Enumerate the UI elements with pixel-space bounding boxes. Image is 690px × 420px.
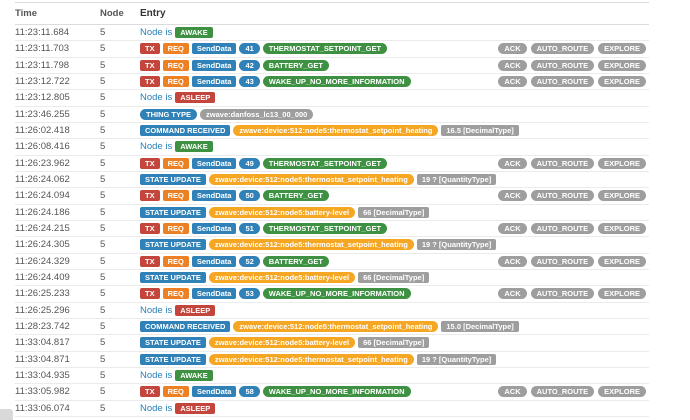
zwave-device-512-node5-thermostat-setpoint-heating-badge: zwave:device:512:node5:thermostat_setpoint_heating: [233, 321, 438, 332]
node-cell: 5: [100, 92, 106, 104]
state-update-badge: STATE UPDATE: [140, 337, 206, 348]
ack-badge: ACK: [498, 158, 526, 169]
zwave-danfoss-lc13-00-000-badge: zwave:danfoss_lc13_00_000: [200, 109, 313, 120]
log-row: [15, 139, 649, 155]
entry-badges: [140, 354, 496, 365]
ack-badge: ACK: [498, 43, 526, 54]
entry-cell: [140, 305, 649, 316]
explore-badge: EXPLORE: [598, 288, 646, 299]
node-cell: 5: [100, 255, 106, 267]
node-is-label: Node is: [140, 304, 173, 316]
log-row: [15, 58, 649, 74]
tx-badge: TX: [140, 43, 160, 54]
asleep-badge: ASLEEP: [175, 403, 215, 414]
time-cell: 11:33:04.935: [15, 370, 70, 382]
wake-up-no-more-information-badge: WAKE_UP_NO_MORE_INFORMATION: [263, 386, 411, 397]
entry-badges: [140, 43, 387, 54]
awake-badge: AWAKE: [175, 141, 213, 152]
senddata-badge: SendData: [192, 76, 237, 87]
entry-badges: [140, 305, 215, 316]
log-row: [15, 156, 649, 172]
command-received-badge: COMMAND RECEIVED: [140, 321, 230, 332]
senddata-badge: SendData: [192, 256, 237, 267]
time-cell: 11:26:24.409: [15, 272, 70, 284]
time-cell: 11:23:46.255: [15, 108, 70, 120]
explore-badge: EXPLORE: [598, 76, 646, 87]
entry-cell: [140, 158, 649, 169]
node-cell: 5: [100, 190, 106, 202]
battery-get-badge: BATTERY_GET: [263, 256, 329, 267]
log-row: [15, 74, 649, 90]
entry-badges: [140, 92, 215, 103]
auto-route-badge: AUTO_ROUTE: [531, 158, 595, 169]
state-update-badge: STATE UPDATE: [140, 354, 206, 365]
state-update-badge: STATE UPDATE: [140, 207, 206, 218]
node-cell: 5: [100, 59, 106, 71]
zwave-device-512-node5-battery-level-badge: zwave:device:512:node5:battery-level: [209, 337, 355, 348]
auto-route-badge: AUTO_ROUTE: [531, 190, 595, 201]
tx-badge: TX: [140, 288, 160, 299]
entry-cell: [140, 141, 649, 152]
req-badge: REQ: [163, 386, 189, 397]
time-cell: 11:26:24.062: [15, 174, 70, 186]
entry-cell: [140, 321, 649, 332]
node-cell: 5: [100, 239, 106, 251]
tx-badge: TX: [140, 60, 160, 71]
66-decimaltype-badge: 66 [DecimalType]: [358, 337, 429, 348]
entry-badges: [140, 239, 496, 250]
entry-cell: [140, 337, 649, 348]
thermostat-setpoint-get-badge: THERMOSTAT_SETPOINT_GET: [263, 158, 387, 169]
entry-badges: [140, 223, 387, 234]
42-badge: 42: [239, 60, 259, 71]
wake-up-no-more-information-badge: WAKE_UP_NO_MORE_INFORMATION: [263, 288, 411, 299]
node-cell: 5: [100, 43, 106, 55]
entry-badges: [140, 76, 411, 87]
ack-badge: ACK: [498, 386, 526, 397]
time-cell: 11:33:04.871: [15, 353, 70, 365]
req-badge: REQ: [163, 60, 189, 71]
tx-badge: TX: [140, 190, 160, 201]
zwave-event-log-table: [15, 2, 649, 417]
log-row: [15, 25, 649, 41]
time-cell: 11:26:24.329: [15, 255, 70, 267]
ack-badge: ACK: [498, 288, 526, 299]
time-cell: 11:33:05.982: [15, 386, 70, 398]
entry-cell: [140, 43, 649, 54]
entry-badges: [140, 386, 411, 397]
node-cell: 5: [100, 157, 106, 169]
column-header-entry: Entry: [140, 8, 166, 19]
tx-badge: TX: [140, 76, 160, 87]
command-received-badge: COMMAND RECEIVED: [140, 125, 230, 136]
entry-cell: [140, 386, 649, 397]
entry-badges: [140, 141, 213, 152]
log-row: [15, 270, 649, 286]
time-cell: 11:26:08.416: [15, 141, 70, 153]
senddata-badge: SendData: [192, 190, 237, 201]
senddata-badge: SendData: [192, 386, 237, 397]
19-quantitytype-badge: 19 ? [QuantityType]: [417, 174, 496, 185]
awake-badge: AWAKE: [175, 370, 213, 381]
entry-cell: [140, 27, 649, 38]
entry-badges: [140, 158, 387, 169]
entry-badges: [140, 337, 429, 348]
state-update-badge: STATE UPDATE: [140, 239, 206, 250]
senddata-badge: SendData: [192, 223, 237, 234]
partial-element: [0, 409, 13, 420]
ack-badge: ACK: [498, 190, 526, 201]
asleep-badge: ASLEEP: [175, 305, 215, 316]
15-0-decimaltype-badge: 15.0 [DecimalType]: [441, 321, 518, 332]
senddata-badge: SendData: [192, 158, 237, 169]
zwave-device-512-node5-battery-level-badge: zwave:device:512:node5:battery-level: [209, 272, 355, 283]
req-badge: REQ: [163, 43, 189, 54]
entry-cell: [140, 207, 649, 218]
req-badge: REQ: [163, 76, 189, 87]
53-badge: 53: [239, 288, 259, 299]
battery-get-badge: BATTERY_GET: [263, 60, 329, 71]
node-cell: 5: [100, 125, 106, 137]
entry-cell: [140, 92, 649, 103]
zwave-device-512-node5-thermostat-setpoint-heating-badge: zwave:device:512:node5:thermostat_setpoint_heating: [209, 239, 414, 250]
tx-badge: TX: [140, 223, 160, 234]
16-5-decimaltype-badge: 16.5 [DecimalType]: [441, 125, 518, 136]
19-quantitytype-badge: 19 ? [QuantityType]: [417, 239, 496, 250]
auto-route-badge: AUTO_ROUTE: [531, 76, 595, 87]
41-badge: 41: [239, 43, 259, 54]
entry-cell: [140, 125, 649, 136]
log-row: [15, 368, 649, 384]
node-is-label: Node is: [140, 402, 173, 414]
node-cell: 5: [100, 206, 106, 218]
entry-cell: [140, 403, 649, 414]
node-is-label: Node is: [140, 92, 173, 104]
log-row: [15, 352, 649, 368]
zwave-device-512-node5-battery-level-badge: zwave:device:512:node5:battery-level: [209, 207, 355, 218]
req-badge: REQ: [163, 223, 189, 234]
node-cell: 5: [100, 353, 106, 365]
entry-cell: [140, 76, 649, 87]
thing-type-badge: THING TYPE: [140, 109, 197, 120]
entry-cell: [140, 272, 649, 283]
tx-badge: TX: [140, 256, 160, 267]
entry-cell: [140, 288, 649, 299]
log-row: [15, 123, 649, 139]
time-cell: 11:33:06.074: [15, 402, 70, 414]
time-cell: 11:26:24.186: [15, 206, 70, 218]
zwave-device-512-node5-thermostat-setpoint-heating-badge: zwave:device:512:node5:thermostat_setpoint_heating: [209, 174, 414, 185]
entry-badges: [140, 403, 215, 414]
log-row: [15, 254, 649, 270]
explore-badge: EXPLORE: [598, 43, 646, 54]
node-cell: 5: [100, 370, 106, 382]
entry-badges: [140, 288, 411, 299]
entry-badges: [140, 256, 329, 267]
time-cell: 11:26:23.962: [15, 157, 70, 169]
tx-flags: [498, 288, 646, 299]
senddata-badge: SendData: [192, 43, 237, 54]
entry-badges: [140, 207, 429, 218]
time-cell: 11:26:25.296: [15, 304, 70, 316]
auto-route-badge: AUTO_ROUTE: [531, 386, 595, 397]
entry-cell: [140, 174, 649, 185]
node-cell: 5: [100, 272, 106, 284]
66-decimaltype-badge: 66 [DecimalType]: [358, 207, 429, 218]
entry-badges: [140, 321, 519, 332]
66-decimaltype-badge: 66 [DecimalType]: [358, 272, 429, 283]
time-cell: 11:26:24.215: [15, 223, 70, 235]
entry-badges: [140, 27, 213, 38]
node-cell: 5: [100, 27, 106, 39]
ack-badge: ACK: [498, 223, 526, 234]
entry-cell: [140, 109, 649, 120]
entry-cell: [140, 60, 649, 71]
entry-badges: [140, 109, 313, 120]
node-cell: 5: [100, 402, 106, 414]
entry-badges: [140, 60, 329, 71]
thermostat-setpoint-get-badge: THERMOSTAT_SETPOINT_GET: [263, 43, 387, 54]
node-cell: 5: [100, 304, 106, 316]
log-row: [15, 303, 649, 319]
node-is-label: Node is: [140, 27, 173, 39]
req-badge: REQ: [163, 190, 189, 201]
thermostat-setpoint-get-badge: THERMOSTAT_SETPOINT_GET: [263, 223, 387, 234]
tx-badge: TX: [140, 158, 160, 169]
tx-flags: [498, 76, 646, 87]
battery-get-badge: BATTERY_GET: [263, 190, 329, 201]
ack-badge: ACK: [498, 256, 526, 267]
explore-badge: EXPLORE: [598, 158, 646, 169]
explore-badge: EXPLORE: [598, 223, 646, 234]
entry-badges: [140, 174, 496, 185]
49-badge: 49: [239, 158, 259, 169]
explore-badge: EXPLORE: [598, 386, 646, 397]
column-header-time: Time: [15, 8, 38, 19]
log-row: [15, 205, 649, 221]
50-badge: 50: [239, 190, 259, 201]
time-cell: 11:23:11.684: [15, 27, 70, 39]
log-row: [15, 221, 649, 237]
asleep-badge: ASLEEP: [175, 92, 215, 103]
state-update-badge: STATE UPDATE: [140, 272, 206, 283]
tx-flags: [498, 256, 646, 267]
time-cell: 11:23:11.703: [15, 43, 70, 55]
log-row: [15, 107, 649, 123]
entry-badges: [140, 370, 213, 381]
entry-cell: [140, 239, 649, 250]
awake-badge: AWAKE: [175, 27, 213, 38]
52-badge: 52: [239, 256, 259, 267]
auto-route-badge: AUTO_ROUTE: [531, 60, 595, 71]
entry-badges: [140, 272, 429, 283]
explore-badge: EXPLORE: [598, 256, 646, 267]
explore-badge: EXPLORE: [598, 190, 646, 201]
node-cell: 5: [100, 174, 106, 186]
tx-flags: [498, 190, 646, 201]
senddata-badge: SendData: [192, 288, 237, 299]
time-cell: 11:28:23.742: [15, 321, 70, 333]
time-cell: 11:26:02.418: [15, 125, 70, 137]
log-row: [15, 384, 649, 400]
log-row: [15, 90, 649, 106]
req-badge: REQ: [163, 256, 189, 267]
node-is-label: Node is: [140, 370, 173, 382]
time-cell: 11:23:12.805: [15, 92, 70, 104]
node-cell: 5: [100, 288, 106, 300]
log-row: [15, 401, 649, 417]
senddata-badge: SendData: [192, 60, 237, 71]
tx-flags: [498, 43, 646, 54]
log-row: [15, 41, 649, 57]
auto-route-badge: AUTO_ROUTE: [531, 43, 595, 54]
log-row: [15, 335, 649, 351]
entry-cell: [140, 370, 649, 381]
zwave-device-512-node5-thermostat-setpoint-heating-badge: zwave:device:512:node5:thermostat_setpoint_heating: [233, 125, 438, 136]
log-table-header: [15, 2, 649, 25]
58-badge: 58: [239, 386, 259, 397]
log-body: [15, 25, 649, 417]
auto-route-badge: AUTO_ROUTE: [531, 223, 595, 234]
zwave-device-512-node5-thermostat-setpoint-heating-badge: zwave:device:512:node5:thermostat_setpoint_heating: [209, 354, 414, 365]
state-update-badge: STATE UPDATE: [140, 174, 206, 185]
time-cell: 11:26:25.233: [15, 288, 70, 300]
entry-cell: [140, 256, 649, 267]
log-row: [15, 237, 649, 253]
node-cell: 5: [100, 141, 106, 153]
node-is-label: Node is: [140, 141, 173, 153]
entry-badges: [140, 125, 519, 136]
entry-cell: [140, 190, 649, 201]
entry-badges: [140, 190, 329, 201]
log-row: [15, 188, 649, 204]
entry-cell: [140, 354, 649, 365]
tx-badge: TX: [140, 386, 160, 397]
ack-badge: ACK: [498, 76, 526, 87]
node-cell: 5: [100, 337, 106, 349]
ack-badge: ACK: [498, 60, 526, 71]
time-cell: 11:26:24.094: [15, 190, 70, 202]
auto-route-badge: AUTO_ROUTE: [531, 256, 595, 267]
node-cell: 5: [100, 108, 106, 120]
log-row: [15, 286, 649, 302]
auto-route-badge: AUTO_ROUTE: [531, 288, 595, 299]
column-header-node: Node: [100, 8, 124, 19]
43-badge: 43: [239, 76, 259, 87]
req-badge: REQ: [163, 288, 189, 299]
19-quantitytype-badge: 19 ? [QuantityType]: [417, 354, 496, 365]
tx-flags: [498, 386, 646, 397]
log-row: [15, 319, 649, 335]
node-cell: 5: [100, 321, 106, 333]
node-cell: 5: [100, 386, 106, 398]
51-badge: 51: [239, 223, 259, 234]
node-cell: 5: [100, 76, 106, 88]
req-badge: REQ: [163, 158, 189, 169]
tx-flags: [498, 60, 646, 71]
entry-cell: [140, 223, 649, 234]
time-cell: 11:26:24.305: [15, 239, 70, 251]
tx-flags: [498, 158, 646, 169]
time-cell: 11:23:11.798: [15, 59, 70, 71]
node-cell: 5: [100, 223, 106, 235]
time-cell: 11:33:04.817: [15, 337, 70, 349]
explore-badge: EXPLORE: [598, 60, 646, 71]
tx-flags: [498, 223, 646, 234]
time-cell: 11:23:12.722: [15, 76, 70, 88]
log-row: [15, 172, 649, 188]
wake-up-no-more-information-badge: WAKE_UP_NO_MORE_INFORMATION: [263, 76, 411, 87]
